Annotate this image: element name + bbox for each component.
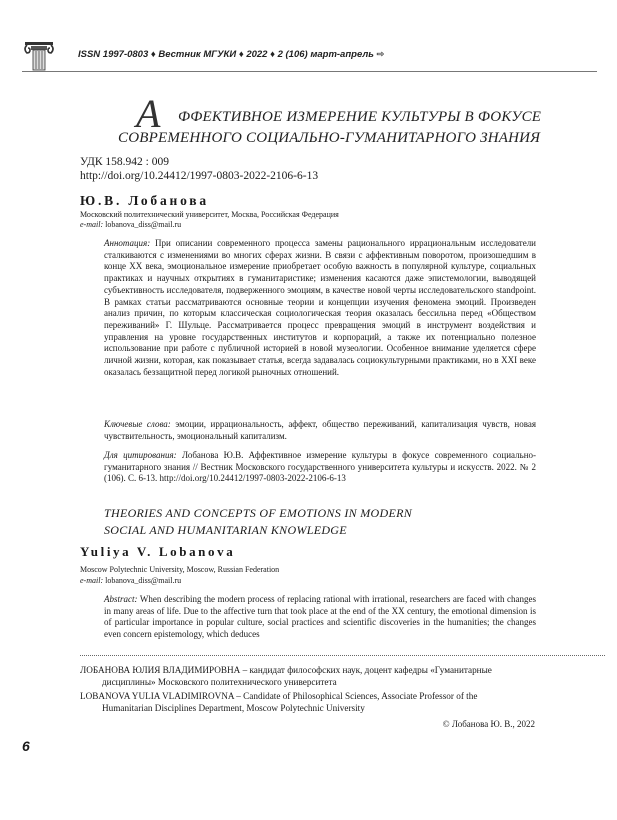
page-number: 6 bbox=[22, 738, 30, 754]
author-name-ru: Ю.В. Лобанова bbox=[80, 193, 209, 208]
journal-line: ISSN 1997-0803 ♦ Вестник МГУКИ ♦ 2022 ♦ 2 (106) март-апрель ⇨ bbox=[78, 49, 385, 60]
header-divider bbox=[22, 71, 597, 72]
abstract-text: When describing the modern process of replacing rational with irrational, researchers are faced with changes in many areas of life. Due to the affective turn that took place at the end of the XX century, the emotional dimension is of particular importance in popular culture, social practices and scientific discoveries in the humanities; the changes even concern epistemology, which deduces bbox=[104, 594, 536, 640]
keywords-label: Ключевые слова: bbox=[104, 419, 171, 429]
column-capital-emblem-icon bbox=[22, 38, 56, 72]
bio-text-ru: – кандидат философских наук, доцент кафедры «Гуманитарные bbox=[242, 665, 492, 675]
abstract-en bbox=[104, 594, 536, 641]
keywords-text: эмоции, иррациональность, аффект, общество переживаний, капитализация чувств, новая чувствительность, эмоциональный капитализм. bbox=[104, 419, 537, 441]
author-email-ru bbox=[80, 220, 181, 230]
title-initial-letter: А bbox=[136, 91, 161, 136]
bio-text-en-cont: Humanitarian Disciplines Department, Moscow Polytechnic University bbox=[102, 703, 365, 713]
citation-label: Для цитирования: bbox=[104, 450, 177, 460]
udc-code: УДК 158.942 : 009 bbox=[80, 156, 169, 168]
article-meta bbox=[80, 155, 318, 183]
author-name-en: Yuliya V. Lobanova bbox=[80, 544, 236, 559]
email-address[interactable]: lobanova_diss@mail.ru bbox=[105, 576, 182, 585]
citation-ru bbox=[104, 450, 536, 485]
title-en-line-2: SOCIAL AND HUMANITARIAN KNOWLEDGE bbox=[104, 523, 347, 537]
author-affiliation-en: Moscow Polytechnic University, Moscow, Russian Federation bbox=[80, 565, 280, 574]
article-title-ru bbox=[118, 91, 588, 146]
title-line-2: СОВРЕМЕННОГО СОЦИАЛЬНО-ГУМАНИТАРНОГО ЗНАНИЯ bbox=[118, 130, 541, 146]
bio-name-en: LOBANOVA YULIA VLADIMIROVNA bbox=[80, 691, 234, 701]
copyright-notice: © Лобанова Ю. В., 2022 bbox=[442, 719, 535, 729]
article-title-en bbox=[104, 505, 412, 539]
footnote-divider bbox=[80, 655, 605, 656]
keywords-ru bbox=[104, 419, 536, 442]
author-affiliation-ru: Московский политехнический университет, Москва, Российская Федерация bbox=[80, 210, 339, 219]
email-label: e-mail: bbox=[80, 576, 104, 585]
bio-text-en: – Candidate of Philosophical Sciences, Associate Professor of the bbox=[236, 691, 478, 701]
title-en-line-1: THEORIES AND CONCEPTS OF EMOTIONS IN MODERN bbox=[104, 506, 413, 520]
abstract-label: Abstract: bbox=[104, 594, 138, 604]
author-bio-ru bbox=[80, 664, 535, 688]
doi-link[interactable]: http://doi.org/10.24412/1997-0803-2022-2106-6-13 bbox=[80, 170, 319, 182]
abstract-ru bbox=[104, 238, 536, 378]
author-bio-en bbox=[80, 690, 535, 714]
email-address[interactable]: lobanova_diss@mail.ru bbox=[105, 220, 182, 229]
abstract-label: Аннотация: bbox=[104, 238, 151, 248]
bio-text-ru-cont: дисциплины» Московского политехнического университета bbox=[102, 677, 337, 687]
email-label: e-mail: bbox=[80, 220, 104, 229]
abstract-text: При описании современного процесса замены рационального иррациональным исследователи сталкиваются с изменениями во многих сферах жизни. В связи с аффективным поворотом, произошедшим в конце XX века, эмоциональное измерение приобретает особую важность в популярной культуре, социальных практиках и научных открытиях в гуманитаристике; изменения касаются даже эпистемологии, выводящей субъективность исследователя, подверженного эмоциям, в качестве новой черты исследовательского standpoint. В рамках статьи рассматриваются основные теории и концепции изучения феномена эмоций. Произведен анализ причин, по которым классическая социологическая теория оказалась бессильна перед «Обществом переживаний» Г. Шульце. Рассматривается процесс превращения эмоций в инструмент воздействия и управления на уровне государственных институтов и корпораций, а также их потенциально полезное использование при работе с публичной историей в новой музеологии. Особенное внимание уделяется сфере личной жизни, которая, как показывает статья, всегда задавалась социокультурными практиками, но в XXI веке оказалась беззащитной перед логикой рыночных отношений. bbox=[104, 238, 537, 377]
bio-name-ru: ЛОБАНОВА ЮЛИЯ ВЛАДИМИРОВНА bbox=[80, 665, 241, 675]
journal-header bbox=[22, 38, 597, 72]
title-line-1: ФФЕКТИВНОЕ ИЗМЕРЕНИЕ КУЛЬТУРЫ В ФОКУСЕ bbox=[178, 109, 542, 125]
citation-text: Лобанова Ю.В. Аффективное измерение культуры в фокусе современного социально-гуманитарного знания // Вестник Московского государственного университета культуры и искусств. 2022. № 2 (106). С. 6-13. http://doi.org/10.24412/1997-0803-2022-2106-6-13 bbox=[104, 450, 537, 484]
author-email-en bbox=[80, 576, 181, 586]
